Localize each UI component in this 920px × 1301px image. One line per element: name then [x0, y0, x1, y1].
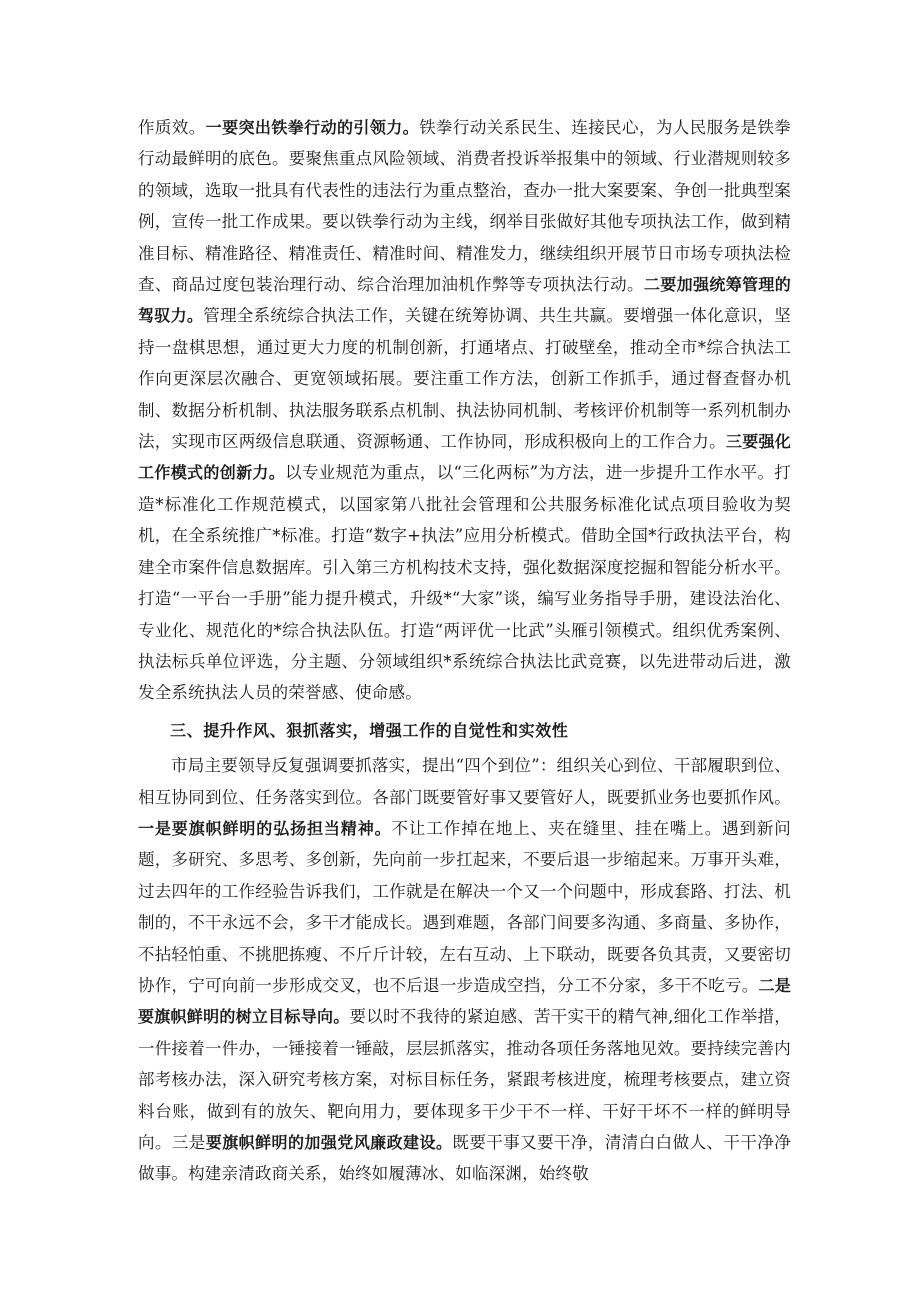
text-segment: 要以时不我待的紧迫感、苦干实干的精气神,细化工作举措，一件接着一件办，一锤接着一锤敲，层层抓落实，推动各项任务落地见效。要持续完善内部考核办法，深入研究考核方案，对标目标任务，紧跟考核进度，梳理考核要点，建立资料台账，做到有的放矢、靶向用力，要体现多干少干不一样、干好干坏不一样的鲜明导向。三是 — [138, 1007, 791, 1152]
bold-point-2: 二是要旗帜鲜明的树立目标导向。 — [138, 975, 792, 1027]
text-segment: 铁拳行动关系民生、连接民心，为人民服务是铁拳行动最鲜明的底色。要聚焦重点风险领域、消费者投诉举报集中的领域、行业潜规则较多的领域，选取一批具有代表性的违法行为重点整治，查办一批大案要案、争创一批典型案例，宣传一批工作成果。要以铁拳行动为主线，纲举目张做好其他专项执法工作，做到精准目标、精准路径、精准责任、精准时间、精准发力，继续组织开展节日市场专项执法检查、商品过度包装治理行动、综合治理加油机作弊等专项执法行动。 — [138, 118, 791, 295]
bold-point-2: 二要加强统筹管理的驾驭力。 — [138, 275, 791, 326]
bold-point-3: 要旗帜鲜明的加强党风廉政建设。 — [205, 1133, 453, 1152]
text-segment: 管理全系统综合执法工作，关键在统筹协调、共生共赢。要增强一体化意识，坚持一盘棋思想，通过更大力度的机制创新，打通堵点、打破壁垒，推动全市*综合执法工作向更深层次融合、更宽领域拓展。要注重工作方法，创新工作抓手，通过督查督办机制、数据分析机制、执法服务联系点机制、执法协同机制、考核评价机制等一系列机制办法，实现市区两级信息联通、资源畅通、工作协同，形成积极向上的工作合力。 — [138, 306, 792, 452]
text-segment: 不让工作掉在地上、夹在缝里、挂在嘴上。遇到新问题，多研究、多思考、多创新，先向前一步扛起来，不要后退一步缩起来。万事开头难，过去四年的工作经验告诉我们，工作就是在解决一个又一个问题中，形成套路、打法、机制的，不干永远不会，多干才能成长。遇到难题，各部门间要多沟通、多商量、多协作，不拈轻怕重、不挑肥拣瘦、不斤斤计较，左右互动、上下联动，既要各负其责，又要密切协作，宁可向前一步形成交叉，也不后退一步造成空挡，分工不分家，多干不吃亏。 — [138, 818, 791, 995]
section-heading: 三、提升作风、狠抓落实，增强工作的自觉性和实效性 — [170, 720, 569, 740]
bold-point-1: 一是要旗帜鲜明的弘扬担当精神。 — [138, 818, 392, 838]
text-segment: 以专业规范为重点，以“三化两标”为方法，进一步提升工作水平。打造*标准化工作规范模式，以国家第八批社会管理和公共服务标准化试点项目验收为契机，在全系统推广*标准。打造“数字+执法”应用分析模式。借助全国*行政执法平台，构建全市案件信息数据库。引入第三方机构技术支持，强化数据深度挖掘和智能分析水平。打造“一平台一手册”能力提升模式，升级*“大家”谈，编写业务指导手册，建设法治化、专业化、规范化的*综合执法队伍。打造“两评优一比武”头雁引领模式。组织优秀案例、执法标兵单位评选，分主题、分领域组织*系统综合执法比武竞赛，以先进带动后进，激发全系统执法人员的荣誉感、使命感。 — [138, 463, 791, 703]
bold-point-3: 三要强化工作模式的创新力。 — [138, 432, 791, 483]
bold-point-1: 一要突出铁拳行动的引领力。 — [205, 118, 420, 137]
text-segment: 作质效。 — [138, 118, 206, 137]
paragraph-work-style — [138, 750, 791, 1190]
text-segment: 市局主要领导反复强调要抓落实，提出“四个到位”：组织关心到位、干部履职到位、相互协同到位、任务落实到位。各部门既要管好事又要管好人，既要抓业务也要抓作风。 — [138, 756, 791, 807]
document-page — [138, 112, 791, 1190]
text-segment: 既要干事又要干净，清清白白做人、干干净净做事。构建亲清政商关系，始终如履薄冰、如临深渊，始终敬 — [138, 1133, 791, 1184]
paragraph-law-enforcement — [138, 112, 791, 709]
